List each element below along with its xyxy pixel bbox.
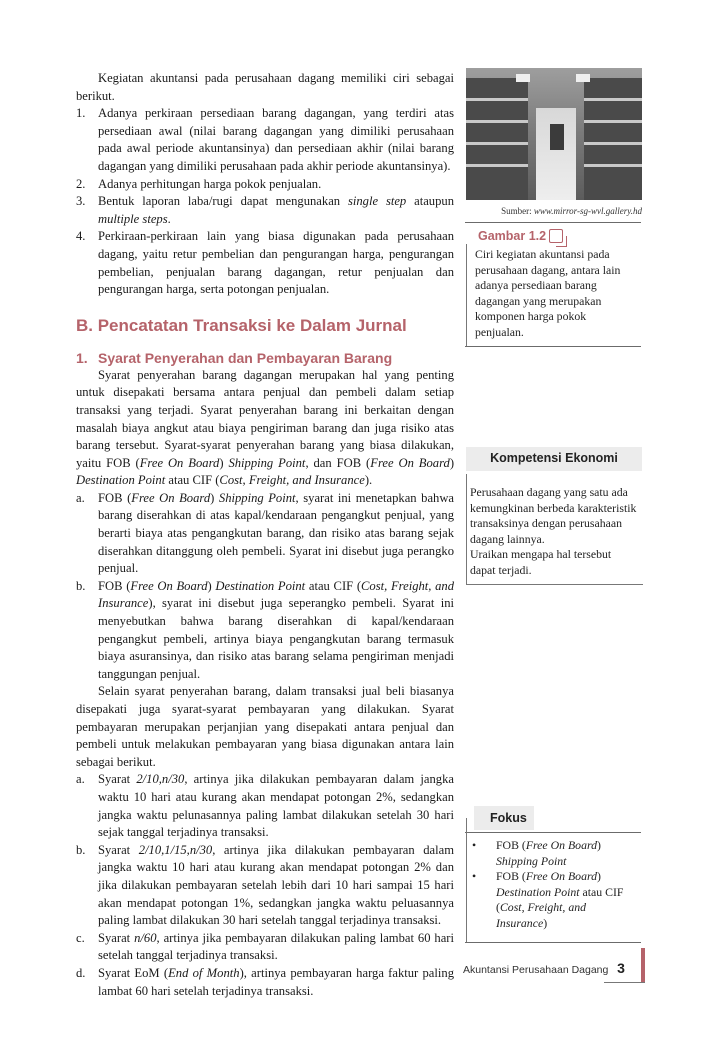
figure-caption: Ciri kegiatan akuntansi pada perusahaan dagang, antara lain adanya persediaan barang dagangan yang merupakan komponen harga pokok penjualan. <box>475 247 621 339</box>
list-item: • FOB (Free On Board) Shipping Point <box>472 838 601 868</box>
list-item: 3. Bentuk laporan laba/rugi dapat mengunakan single step ataupun multiple steps. <box>76 194 454 226</box>
divider <box>604 982 645 983</box>
list-item: c. Syarat n/60, artinya jika pembayaran dilakukan paling lambat 60 hari setelah tanggal terjadinya transaksi. <box>76 930 454 963</box>
figure-label: Gambar 1.2 <box>478 229 547 243</box>
kompetensi-title: Kompetensi Ekonomi <box>490 451 618 465</box>
divider <box>465 346 641 347</box>
list-item: 1. Adanya perkiraan persediaan barang dagangan, yang terdiri atas persediaan awal (nilai barang dagangan yang dimiliki perusahaan pada awal periode akuntansinya) dan persediaan akhir (nilai barang dagangan yang dimiliki perusahaan pada akhir periode akuntansinya). <box>76 106 454 173</box>
fokus-title: Fokus <box>490 811 527 825</box>
list-item: a. Syarat 2/10,n/30, artinya jika dilakukan pembayaran dalam jangka waktu 10 hari atau kurang akan mendapat potongan 2%, sedangkan jangka waktu pelunasannya paling lambat dilakukan setelah 30 hari sejak tanggal terjadinya transaksi. <box>76 772 454 840</box>
divider <box>465 942 641 943</box>
list-item: b. FOB (Free On Board) Destination Point atau CIF (Cost, Freight, and Insurance), syarat ini disebut juga seperangko pembeli. Syarat ini menyebutkan bahwa barang diserahkan di kapal/kendaraan pengangkut pembeli, artinya biaya pengangkutan barang termasuk biaya asuransinya, dan risiko atas barang selama pengiriman menjadi tanggungan penjual. <box>76 578 455 681</box>
supermarket-photo <box>466 68 642 200</box>
kompetensi-text: Perusahaan dagang yang satu ada kemungkinan berbeda karakteristik transaksinya dengan perusahaan dagang lainnya. Uraikan mengapa hal tersebut dapat terjadi. <box>470 485 637 577</box>
intro-lead: Kegiatan akuntansi pada perusahaan dagang memiliki ciri sebagai berikut. <box>76 71 454 103</box>
list-item: • FOB (Free On Board) Destination Point atau CIF (Cost, Freight, and Insurance) <box>472 869 624 930</box>
figure-source: Sumber: www.mirror-sg-wvl.gallery.hd <box>501 206 642 216</box>
page-accent-bar <box>641 948 645 982</box>
figure-icon <box>549 229 563 243</box>
list-item: 4. Perkiraan-perkiraan lain yang biasa digunakan pada perusahaan dagang, yaitu retur pembelian dan pengurangan harga, pengurangan pembelian, penjualan barang dagangan, retur penjualan dan pengurangan harga, serta potongan penjualan. <box>76 229 454 297</box>
footer-title: Akuntansi Perusahaan Dagang <box>463 964 609 976</box>
fokus-list <box>472 838 638 931</box>
paragraph: Syarat penyerahan barang dagangan merupakan hal yang penting untuk disepakati bersama antara penjual dan pembeli dalam setiap transaksi yang terjadi. Syarat penyerahan barang ini berkaitan dengan masalah biaya angkut atau biaya pengiriman barang dan juga risiko atas barang tersebut. Syarat-syarat penyerahan barang yang biasa dilakukan, yaitu FOB (Free On Board) Shipping Point, dan FOB (Free On Board) Destination Point atau CIF (Cost, Freight, and Insurance). <box>76 367 455 488</box>
divider <box>465 222 641 223</box>
main-column <box>76 70 454 1000</box>
list-item: b. Syarat 2/10,1/15,n/30, artinya jika dilakukan pembayaran dalam jangka waktu 10 hari atau kurang akan mendapat potongan 2% dan jika dilakukan pembayaran setelah lebih dari 10 hari sampai 15 hari akan mendapat potongan 1%, sedangkan jangka waktu peluasannya paling lambat dilakukan 30 hari setelah tanggal terjadinya transaksi. <box>76 842 454 928</box>
page-number: 3 <box>617 960 625 976</box>
list-item: 2. Adanya perhitungan harga pokok penjualan. <box>76 176 322 191</box>
section-heading: B. Pencatatan Transaksi ke Dalam Jurnal <box>76 315 407 335</box>
paragraph: Selain syarat penyerahan barang, dalam transaksi jual beli biasanya disepakati juga syarat-syarat pembayaran yang dilakukan. Syarat pembayaran merupakan perjanjian yang disepakati antara penjual dan pembeli untuk melakukan pembayaran yang biasa digunakan antara lain sebagai berikut. <box>76 684 454 769</box>
list-item: a. FOB (Free On Board) Shipping Point, syarat ini menetapkan bahwa barang diserahkan di atas kapal/kendaraan pengangkut penjual, yang berarti biaya atas pengangkutan barang, dan risiko atas barang sejak diserahkan ditanggung oleh pembeli. Syarat ini disebut juga perangko penjual. <box>76 490 455 576</box>
list-item: d. Syarat EoM (End of Month), artinya pembayaran harga faktur paling lambat 60 hari setelah terjadinya transaksi. <box>76 965 454 998</box>
subsection-heading: 1. Syarat Penyerahan dan Pembayaran Barang <box>76 349 393 366</box>
